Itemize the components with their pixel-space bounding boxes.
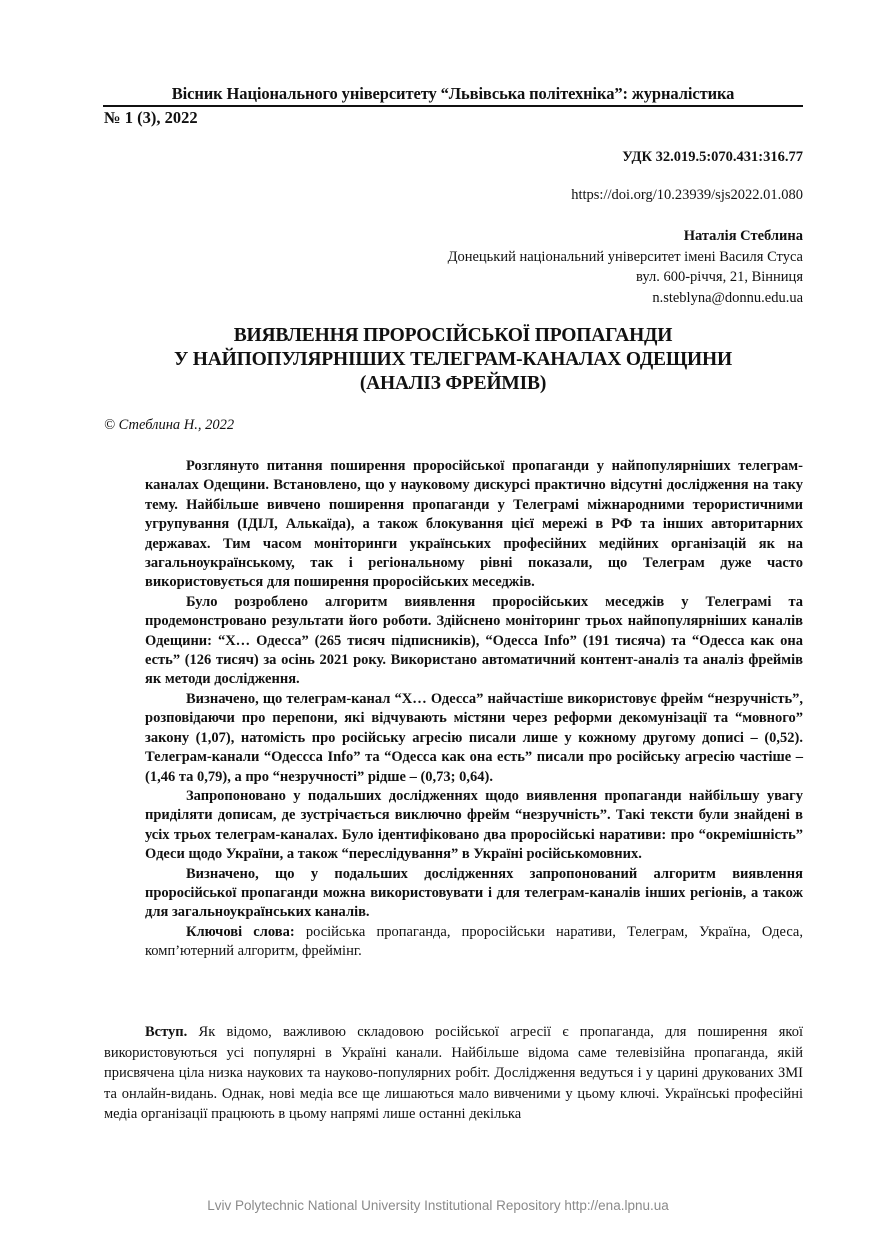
article-title (103, 324, 803, 396)
header-rule (103, 105, 803, 107)
doi-link[interactable]: https://doi.org/10.23939/sjs2022.01.080 (571, 187, 803, 203)
title-line-2: У НАЙПОПУЛЯРНІШИХ ТЕЛЕГРАМ-КАНАЛАХ ОДЕЩИНИ (174, 349, 732, 370)
intro-paragraph (104, 1022, 803, 1125)
issue-number: № 1 (3), 2022 (104, 108, 198, 127)
abstract-paragraph: Визначено, що у подальших дослідженнях запропонований алгоритм виявлення проросійської пропаганди можна використовувати і для телеграм-каналів інших регіонів, а також для загальноукраїнських каналів. (145, 865, 803, 921)
title-line-1: ВИЯВЛЕННЯ ПРОРОСІЙСЬКОЇ ПРОПАГАНДИ (233, 325, 673, 346)
keywords (145, 923, 803, 962)
copyright-notice: © Стеблина Н., 2022 (104, 417, 235, 433)
abstract-paragraph: Запропоновано у подальших дослідженнях щодо виявлення пропаганди найбільшу увагу приділяти дописам, де зустрічається виключно фрейм “незручність”. Такі тексти були знайдені в усіх трьох телеграм-каналах. Було ідентифіковано два проросійські наративи: про “окремішність” Одеси щодо України, а також “переслідування” в Україні російськомовних. (145, 787, 803, 863)
title-line-3: (АНАЛІЗ ФРЕЙМІВ) (359, 373, 547, 394)
author-block (448, 226, 803, 308)
abstract (145, 457, 803, 962)
journal-title: Вісник Національного університету “Львівська політехніка”: журналістика (171, 84, 735, 103)
author-email[interactable]: n.steblyna@donnu.edu.ua (652, 289, 803, 306)
keywords-list: російська пропаганда, проросійськи наративи, Телеграм, Україна, Одеса, комп’ютерний алгоритм, фреймінг. (145, 923, 803, 960)
author-address: вул. 600-річчя, 21, Вінниця (636, 269, 803, 285)
abstract-paragraph: Визначено, що телеграм-канал “Х… Одесса” найчастіше використовує фрейм “незручність”, розповідаючи про перепони, які відчувають містяни через реформи декомунізації та “мовного” закону (1,07), натомість про російську агресію писали лише у кожному другому дописі – (0,52). Телеграм-канали “Одессса Info” та “Одесса как она есть” писали про російську агресію частіше – (1,46 та 0,79), а про “незручності” рідше – (0,73; 0,64). (145, 690, 803, 785)
body-text (104, 1022, 803, 1125)
intro-label: Вступ. (145, 1024, 188, 1040)
author-name: Наталія Стеблина (683, 228, 803, 244)
intro-text: Як відомо, важливою складовою російської агресії є пропаганда, для поширення якої використовуються усі популярні в Україні канали. Найбільше відома саме телевізійна пропаганда, якій присвячена ціла низка наукових та науково-популярних робіт. Дослідження ведуться і у царині друкованих ЗМІ та онлайн-видань. Однак, нові медіа все ще лишаються мало вивченими у цьому ключі. Українські професійні медіа організації працюють в цьому напрямі лише останні декілька (104, 1024, 803, 1123)
keywords-label: Ключові слова: (186, 923, 295, 940)
abstract-paragraph: Було розроблено алгоритм виявлення проросійських меседжів у Телеграмі та продемонстровано результати його роботи. Здійснено моніторинг трьох найпопулярніших каналів Одещини: “Х… Одесса” (265 тисяч підписників), “Одесса Info” (191 тисяча) та “Одесса как она есть” (126 тисяч) за осінь 2021 року. Використано автоматичний контент-аналіз та аналіз фреймів як методи дослідження. (145, 593, 803, 688)
udc-code: УДК 32.019.5:070.431:316.77 (622, 149, 803, 165)
author-affiliation: Донецький національний університет імені Василя Стуса (447, 248, 803, 265)
abstract-paragraph: Розглянуто питання поширення проросійської пропаганди у найпопулярніших телеграм-каналах Одещини. Встановлено, що у науковому дискурсі практично відсутні дослідження на таку тему. Найбільше вивчено поширення пропаганди у Телеграмі міжнародними терористичними угрупування (ІДІЛ, Алькаїда), а також блокування цієї мережі в РФ та інших авторитарних державах. Тим часом моніторинги українських професійних медійних організацій як на загальноукраїнському, так і регіональному рівні показали, що Телеграм дуже часто використовується для поширення проросійських меседжів. (145, 458, 803, 591)
repository-footer: Lviv Polytechnic National University Institutional Repository http://ena.lpnu.ua (207, 1198, 669, 1213)
